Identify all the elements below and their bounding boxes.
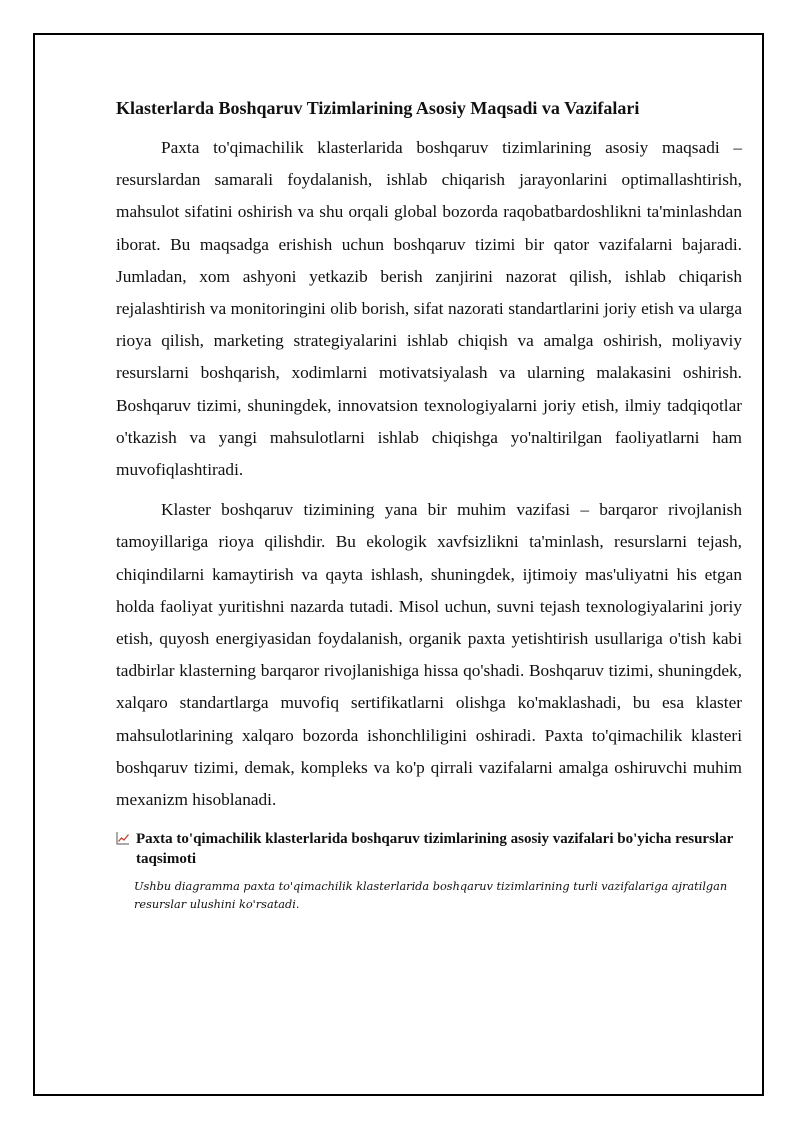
chart-title-text: Paxta to'qimachilik klasterlarida boshqaruv tizimlarining asosiy vazifalari bo'yicha resurslar taqsimoti: [136, 831, 733, 868]
paragraph-2: Klaster boshqaruv tizimining yana bir muhim vazifasi – barqaror rivojlanish tamoyillariga rioya qilishdir. Bu ekologik xavfsizlikni ta'minlash, resurslarni tejash, chiqindilarni kamaytirish va qayta ishlash, shuningdek, ijtimoiy mas'uliyatni his etgan holda faoliyat yuritishni nazarda tutadi. Misol uchun, suvni tejash texnologiyalarini joriy etish, quyosh energiyasidan foydalanish, organik paxta yetishtirish usullariga o'tish kabi tadbirlar klasterning barqaror rivojlanishiga hissa qo'shadi. Boshqaruv tizimi, shuningdek, xalqaro standartlarga muvofiq sertifikatlarni olishga ko'maklashadi, bu esa klaster mahsulotlarining xalqaro bozorda ishonchliligini oshiradi. Paxta to'qimachilik klasteri boshqaruv tizimi, demak, kompleks va ko'p qirrali vazifalarni amalga oshiruvchi muhim mexanizm hisoblanadi.: [116, 500, 742, 810]
paragraph-1: Paxta to'qimachilik klasterlarida boshqaruv tizimlarining asosiy maqsadi – resurslardan samarali foydalanish, ishlab chiqarish jarayonlarini optimallashtirish, mahsulot sifatini oshirish va shu orqali global bozorda raqobatbardoshlikni ta'minlashdan iborat. Bu maqsadga erishish uchun boshqaruv tizimi bir qator vazifalarni bajaradi. Jumladan, xom ashyoni yetkazib berish zanjirini nazorat qilish, ishlab chiqarish rejalashtirish va monitoringini olib borish, sifat nazorati standartlarini joriy etish va ularga rioya qilish, marketing strategiyalarini ishlab chiqish va amalga oshirish, moliyaviy resurslarni boshqarish, xodimlarni motivatsiyalash va ularning malakasini oshirish. Boshqaruv tizimi, shuningdek, innovatsion texnologiyalarni joriy etish, ilmiy tadqiqotlar o'tkazish va yangi mahsulotlarni ishlab chiqishga yo'naltirilgan faoliyatlarni ham muvofiqlashtiradi.: [116, 138, 742, 480]
section-heading: Klasterlarda Boshqaruv Tizimlarining Asosiy Maqsadi va Vazifalari: [116, 98, 640, 118]
chart-caption-title: [116, 829, 742, 869]
document-body: [116, 96, 742, 914]
chart-description: Ushbu diagramma paxta to'qimachilik klasterlarida boshqaruv tizimlarining turli vazifalariga ajratilgan resurslar ulushini ko'rsatadi.: [134, 880, 728, 912]
chart-line-icon: [116, 831, 130, 845]
